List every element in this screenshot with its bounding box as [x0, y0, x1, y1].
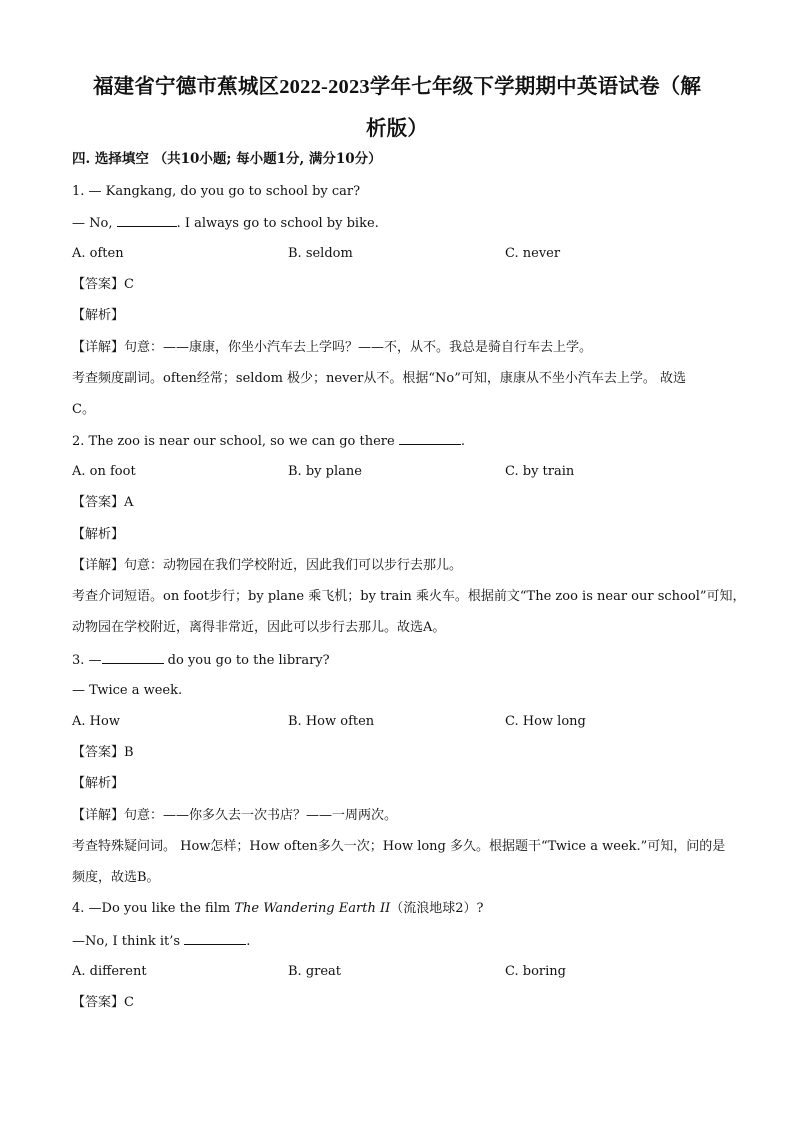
q2-explain-2: 动物园在学校附近，离得非常近，因此可以步行去那儿。故选A。	[72, 620, 446, 635]
q4-answer: 【答案】C	[72, 995, 134, 1010]
q1-option-b: B. seldom	[288, 246, 353, 261]
q3-option-b: B. How often	[288, 714, 375, 729]
q1-option-c: C. never	[505, 246, 561, 261]
q4-option-c: C. boring	[505, 964, 566, 979]
q3-option-c: C. How long	[505, 714, 586, 729]
q4-blank	[184, 932, 246, 945]
q2-detail: 【详解】句意：动物园在我们学校附近，因此我们可以步行去那儿。	[72, 558, 463, 573]
q2-option-a: A. on foot	[72, 464, 136, 479]
q2-stem	[72, 432, 722, 451]
q1-stem: 1. — Kangkang, do you go to school by car?	[72, 184, 361, 199]
q2-blank	[399, 432, 461, 445]
q3-option-a: A. How	[72, 714, 120, 729]
q2-stem-pre: 2. The zoo is near our school, so we can go there	[72, 434, 399, 449]
q1-answer: 【答案】C	[72, 277, 134, 292]
q4-stem-post: （流浪地球2）?	[390, 901, 484, 916]
q3-explain-2: 频度，故选B。	[72, 870, 160, 885]
q3-explain-1: 考查特殊疑问词。 How怎样；How often多久一次；How long 多久。根据题干“Twice a week.”可知，问的是	[72, 839, 726, 854]
q2-explain-1: 考查介词短语。on foot步行；by plane 乘飞机；by train 乘火车。根据前文“The zoo is near our school”可知，	[72, 589, 746, 604]
q3-answer: 【答案】B	[72, 745, 134, 760]
q2-option-c: C. by train	[505, 464, 575, 479]
q2-answer: 【答案】A	[72, 495, 134, 510]
q3-stem-post: do you go to the library?	[163, 653, 330, 668]
q1-analysis: 【解析】	[72, 308, 125, 323]
q2-option-b: B. by plane	[288, 464, 362, 479]
q3-detail: 【详解】句意：——你多久去一次书店？——一周两次。	[72, 808, 398, 823]
q3-stem-pre: 3. —	[72, 653, 102, 668]
q1-detail: 【详解】句意：——康康，你坐小汽车去上学吗？——不，从不。我总是骑自行车去上学。	[72, 340, 593, 355]
title-line-2: 析版）	[365, 118, 429, 140]
q1-option-a: A. often	[72, 246, 124, 261]
q3-stem	[72, 651, 722, 670]
q3-analysis: 【解析】	[72, 776, 125, 791]
q2-analysis: 【解析】	[72, 527, 125, 542]
q4-reply-pre: —No, I think it’s	[72, 934, 185, 949]
q4-film-title: The Wandering Earth II	[234, 901, 391, 916]
title-line-1: 福建省宁德市蕉城区2022-2023学年七年级下学期期中英语试卷（解	[92, 76, 702, 98]
q1-reply	[72, 214, 722, 233]
q4-stem	[72, 900, 722, 918]
q4-reply-post: .	[246, 934, 251, 949]
q4-stem-pre: 4. —Do you like the film	[72, 901, 235, 916]
q1-reply-pre: — No,	[72, 216, 117, 231]
q4-reply	[72, 932, 722, 951]
q1-explain-1: 考查频度副词。often经常；seldom 极少；never从不。根据“No”可知，康康从不坐小汽车去上学。 故选	[72, 371, 687, 386]
q4-option-a: A. different	[72, 964, 147, 979]
q2-stem-post: .	[460, 434, 465, 449]
section-heading: 四. 选择填空 （共10小题; 每小题1分, 满分10分）	[72, 151, 382, 167]
q1-explain-2: C。	[72, 402, 95, 417]
q1-reply-post: . I always go to school by bike.	[176, 216, 379, 231]
q3-blank	[102, 651, 164, 664]
q1-blank	[117, 214, 177, 227]
q4-option-b: B. great	[288, 964, 342, 979]
q3-reply: — Twice a week.	[72, 683, 183, 698]
document-title	[40, 66, 754, 150]
